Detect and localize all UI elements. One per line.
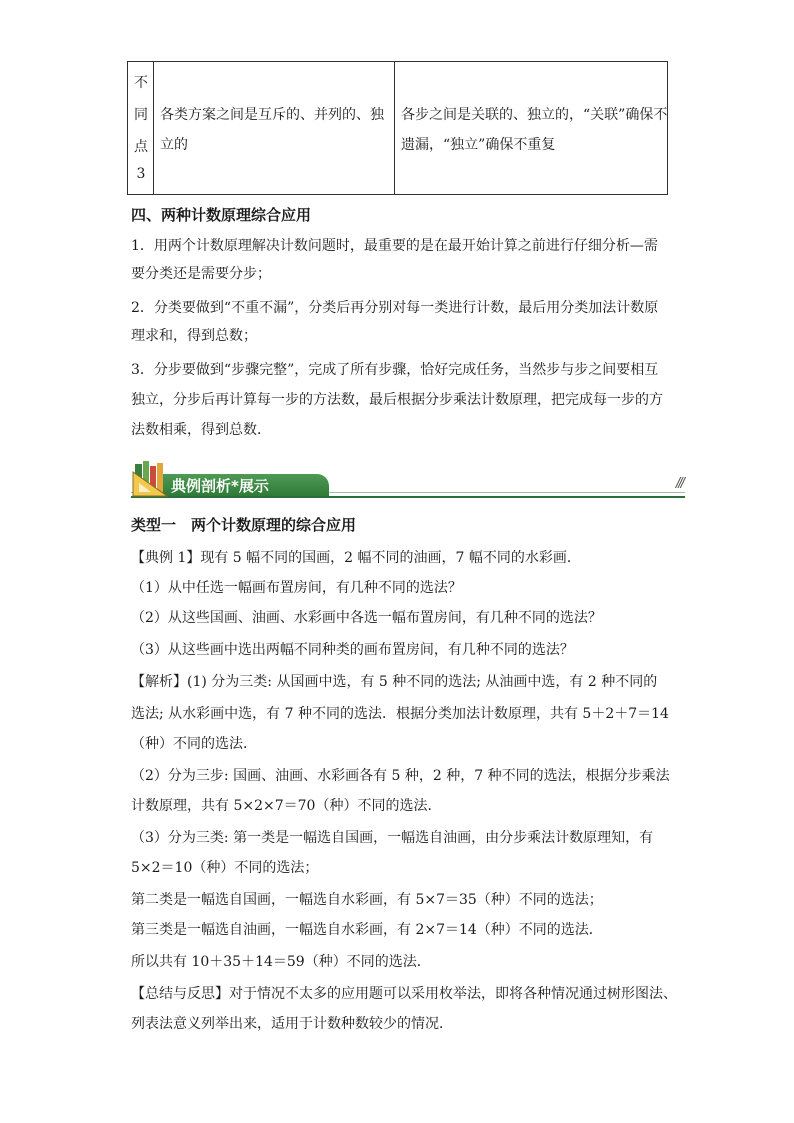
paragraph-line: 理求和，得到总数； [131,328,257,344]
step-cell [395,62,669,194]
solution-line: （3）分为三类: 第一类是一幅选自国画，一幅选自油画，由分步乘法计数原理知，有 [131,830,654,846]
cell-line: 立的 [160,137,188,153]
classification-cell [154,62,395,194]
paragraph-line: 1．用两个计数原理解决计数问题时，最重要的是在最开始计算之前进行仔细分析—需 [131,238,658,254]
books-ruler-icon [131,458,175,498]
summary-line: 【总结与反思】对于情况不太多的应用题可以采用枚举法，即将各种情况通过树形图法、 [131,986,677,1002]
section-banner [131,458,685,498]
row-label-cell [128,62,154,194]
paragraph-line: 法数相乘，得到总数． [131,422,271,438]
cell-line: 各类方案之间是互斥的、并列的、独 [160,107,384,123]
question-3: （3）从这些画中选出两幅不同种类的画布置房间，有几种不同的选法？ [131,642,574,658]
solution-line: （2）分为三步: 国画、油画、水彩画各有 5 种，2 种，7 种不同的选法，根据分步乘法 [131,768,670,784]
question-1: （1）从中任选一幅画布置房间，有几种不同的选法？ [131,580,462,596]
solution-line: 选法; 从水彩画中选，有 7 种不同的选法．根据分类加法计数原理，共有 5＋2＋7＝14 [131,706,669,722]
example-statement: 【典例 1】现有 5 幅不同的国画，2 幅不同的油画，7 幅不同的水彩画． [131,550,581,566]
banner-title: 典例剖析*展示 [171,477,269,495]
paragraph-line: 3．分步要做到“步骤完整”，完成了所有步骤，恰好完成任务，当然步与步之间要相互 [131,362,659,378]
solution-line: 第三类是一幅选自油画，一幅选自水彩画，有 2×7＝14（种）不同的选法． [131,922,603,938]
type-heading: 类型一 两个计数原理的综合应用 [131,516,357,534]
row-label-char: 同 [134,107,148,123]
paragraph-line: 独立，分步后再计算每一步的方法数，最后根据分步乘法计数原理，把完成每一步的方 [131,392,663,408]
question-2: （2）从这些国画、油画、水彩画中各选一幅布置房间，有几种不同的选法？ [131,610,602,626]
solution-total: 所以共有 10＋35＋14＝59（种）不同的选法． [131,954,431,970]
banner-slashes: /// [675,476,683,491]
row-label-char: 点 [134,139,148,155]
row-label-char: 3 [136,166,146,182]
section-heading: 四、两种计数原理综合应用 [131,206,312,224]
comparison-table [127,61,668,195]
solution-line: （种）不同的选法． [131,736,257,752]
banner-rule [131,496,685,498]
paragraph-line: 2．分类要做到“不重不漏”，分类后再分别对每一类进行计数，最后用分类加法计数原 [131,300,659,316]
row-label-char: 不 [134,75,148,91]
paragraph-line: 要分类还是需要分步； [131,266,271,282]
solution-line: 计数原理，共有 5×2×7＝70（种）不同的选法． [131,798,442,814]
cell-line: 各步之间是关联的、独立的，“关联”确保不 [401,107,668,123]
solution-line: 5×2＝10（种）不同的选法； [131,860,319,876]
cell-line: 遗漏，“独立”确保不重复 [401,137,556,153]
solution-line: 【解析】(1) 分为三类: 从国画中选，有 5 种不同的选法; 从油画中选，有 2 种不同的 [131,674,658,690]
summary-line: 列表法意义列举出来，适用于计数种数较少的情况． [131,1016,453,1032]
solution-line: 第二类是一幅选自国画，一幅选自水彩画，有 5×7＝35（种）不同的选法； [131,892,603,908]
